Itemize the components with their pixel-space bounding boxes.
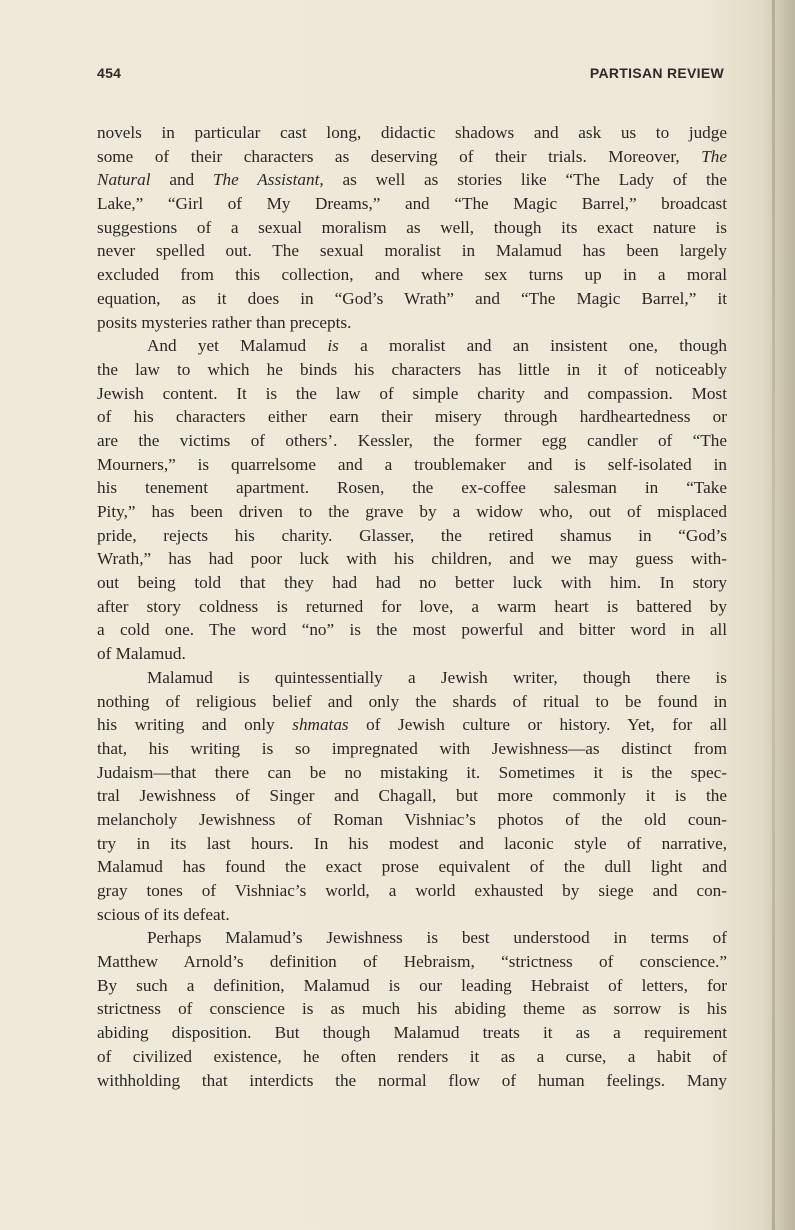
text-line: Wrath,” has had poor luck with his children, and we may guess with- (97, 549, 727, 569)
text-line: his writing and only shmatas of Jewish culture or history. Yet, for all (97, 715, 727, 735)
text-line: Mourners,” is quarrelsome and a troublemaker and is self-isolated in (97, 454, 727, 474)
text-line: his tenement apartment. Rosen, the ex-coffee salesman in “Take (97, 478, 727, 498)
text-line: nothing of religious belief and only the shards of ritual to be found in (97, 691, 727, 711)
text-line: never spelled out. The sexual moralist in Malamud has been largely (97, 241, 727, 261)
text-line: abiding disposition. But though Malamud treats it as a requirement (97, 1023, 727, 1043)
text-line: Judaism—that there can be no mistaking it. Sometimes it is the spec- (97, 762, 727, 782)
text-line: that, his writing is so impregnated with Jewishness—as distinct from (97, 738, 727, 758)
page-edge-shadow (761, 0, 795, 1230)
text-line: posits mysteries rather than precepts. (97, 312, 352, 332)
text-line: strictness of conscience is as much his abiding theme as sorrow is his (97, 999, 727, 1019)
text-line: novels in particular cast long, didactic shadows and ask us to judge (97, 123, 727, 142)
text-line: after story coldness is returned for love, a warm heart is battered by (97, 596, 727, 616)
text-line: scious of its defeat. (97, 904, 230, 924)
text-line: pride, rejects his charity. Glasser, the retired shamus in “God’s (97, 525, 727, 545)
text-line: melancholy Jewishness of Roman Vishniac’s photos of the old coun- (97, 809, 727, 829)
text-line: Malamud is quintessentially a Jewish writer, though there is (147, 667, 727, 687)
text-line: are the victims of others’. Kessler, the former egg candler of “The (97, 430, 727, 450)
text-line: Lake,” “Girl of My Dreams,” and “The Magic Barrel,” broadcast (97, 194, 727, 214)
text-line: And yet Malamud is a moralist and an insistent one, though (147, 336, 727, 356)
running-head (97, 65, 724, 83)
text-line: out being told that they had had no better luck with him. In story (97, 573, 727, 593)
text-line: By such a definition, Malamud is our leading Hebraist of letters, for (97, 975, 727, 995)
text-line: Jewish content. It is the law of simple charity and compassion. Most (97, 383, 727, 403)
text-line: suggestions of a sexual moralism as well, though its exact nature is (97, 217, 727, 237)
body-text (97, 121, 727, 1092)
text-line: of civilized existence, he often renders it as a curse, a habit of (97, 1046, 727, 1066)
text-line: Natural and The Assistant, as well as stories like “The Lady of the (97, 170, 727, 190)
text-line: Matthew Arnold’s definition of Hebraism, “strictness of conscience.” (97, 952, 727, 972)
page-number: 454 (97, 65, 122, 81)
text-line: withholding that interdicts the normal flow of human feelings. Many (97, 1070, 727, 1090)
text-line: of his characters either earn their misery through hardheartedness or (97, 407, 727, 427)
text-line: try in its last hours. In his modest and laconic style of narrative, (97, 833, 727, 853)
text-line: Pity,” has been driven to the grave by a widow who, out of misplaced (97, 502, 727, 521)
text-line: of Malamud. (97, 644, 186, 664)
text-line: some of their characters as deserving of their trials. Moreover, The (97, 146, 727, 166)
text-line: tral Jewishness of Singer and Chagall, but more commonly it is the (97, 786, 727, 806)
text-line: a cold one. The word “no” is the most powerful and bitter word in all (97, 620, 727, 640)
journal-title: PARTISAN REVIEW (589, 65, 724, 81)
text-line: excluded from this collection, and where sex turns up in a moral (97, 265, 727, 285)
text-line: gray tones of Vishniac’s world, a world exhausted by siege and con- (97, 881, 727, 900)
text-line: equation, as it does in “God’s Wrath” and “The Magic Barrel,” it (97, 288, 727, 308)
text-line: Perhaps Malamud’s Jewishness is best understood in terms of (147, 928, 727, 948)
text-line: Malamud has found the exact prose equivalent of the dull light and (97, 857, 727, 877)
text-line: the law to which he binds his characters has little in it of noticeably (97, 359, 727, 379)
